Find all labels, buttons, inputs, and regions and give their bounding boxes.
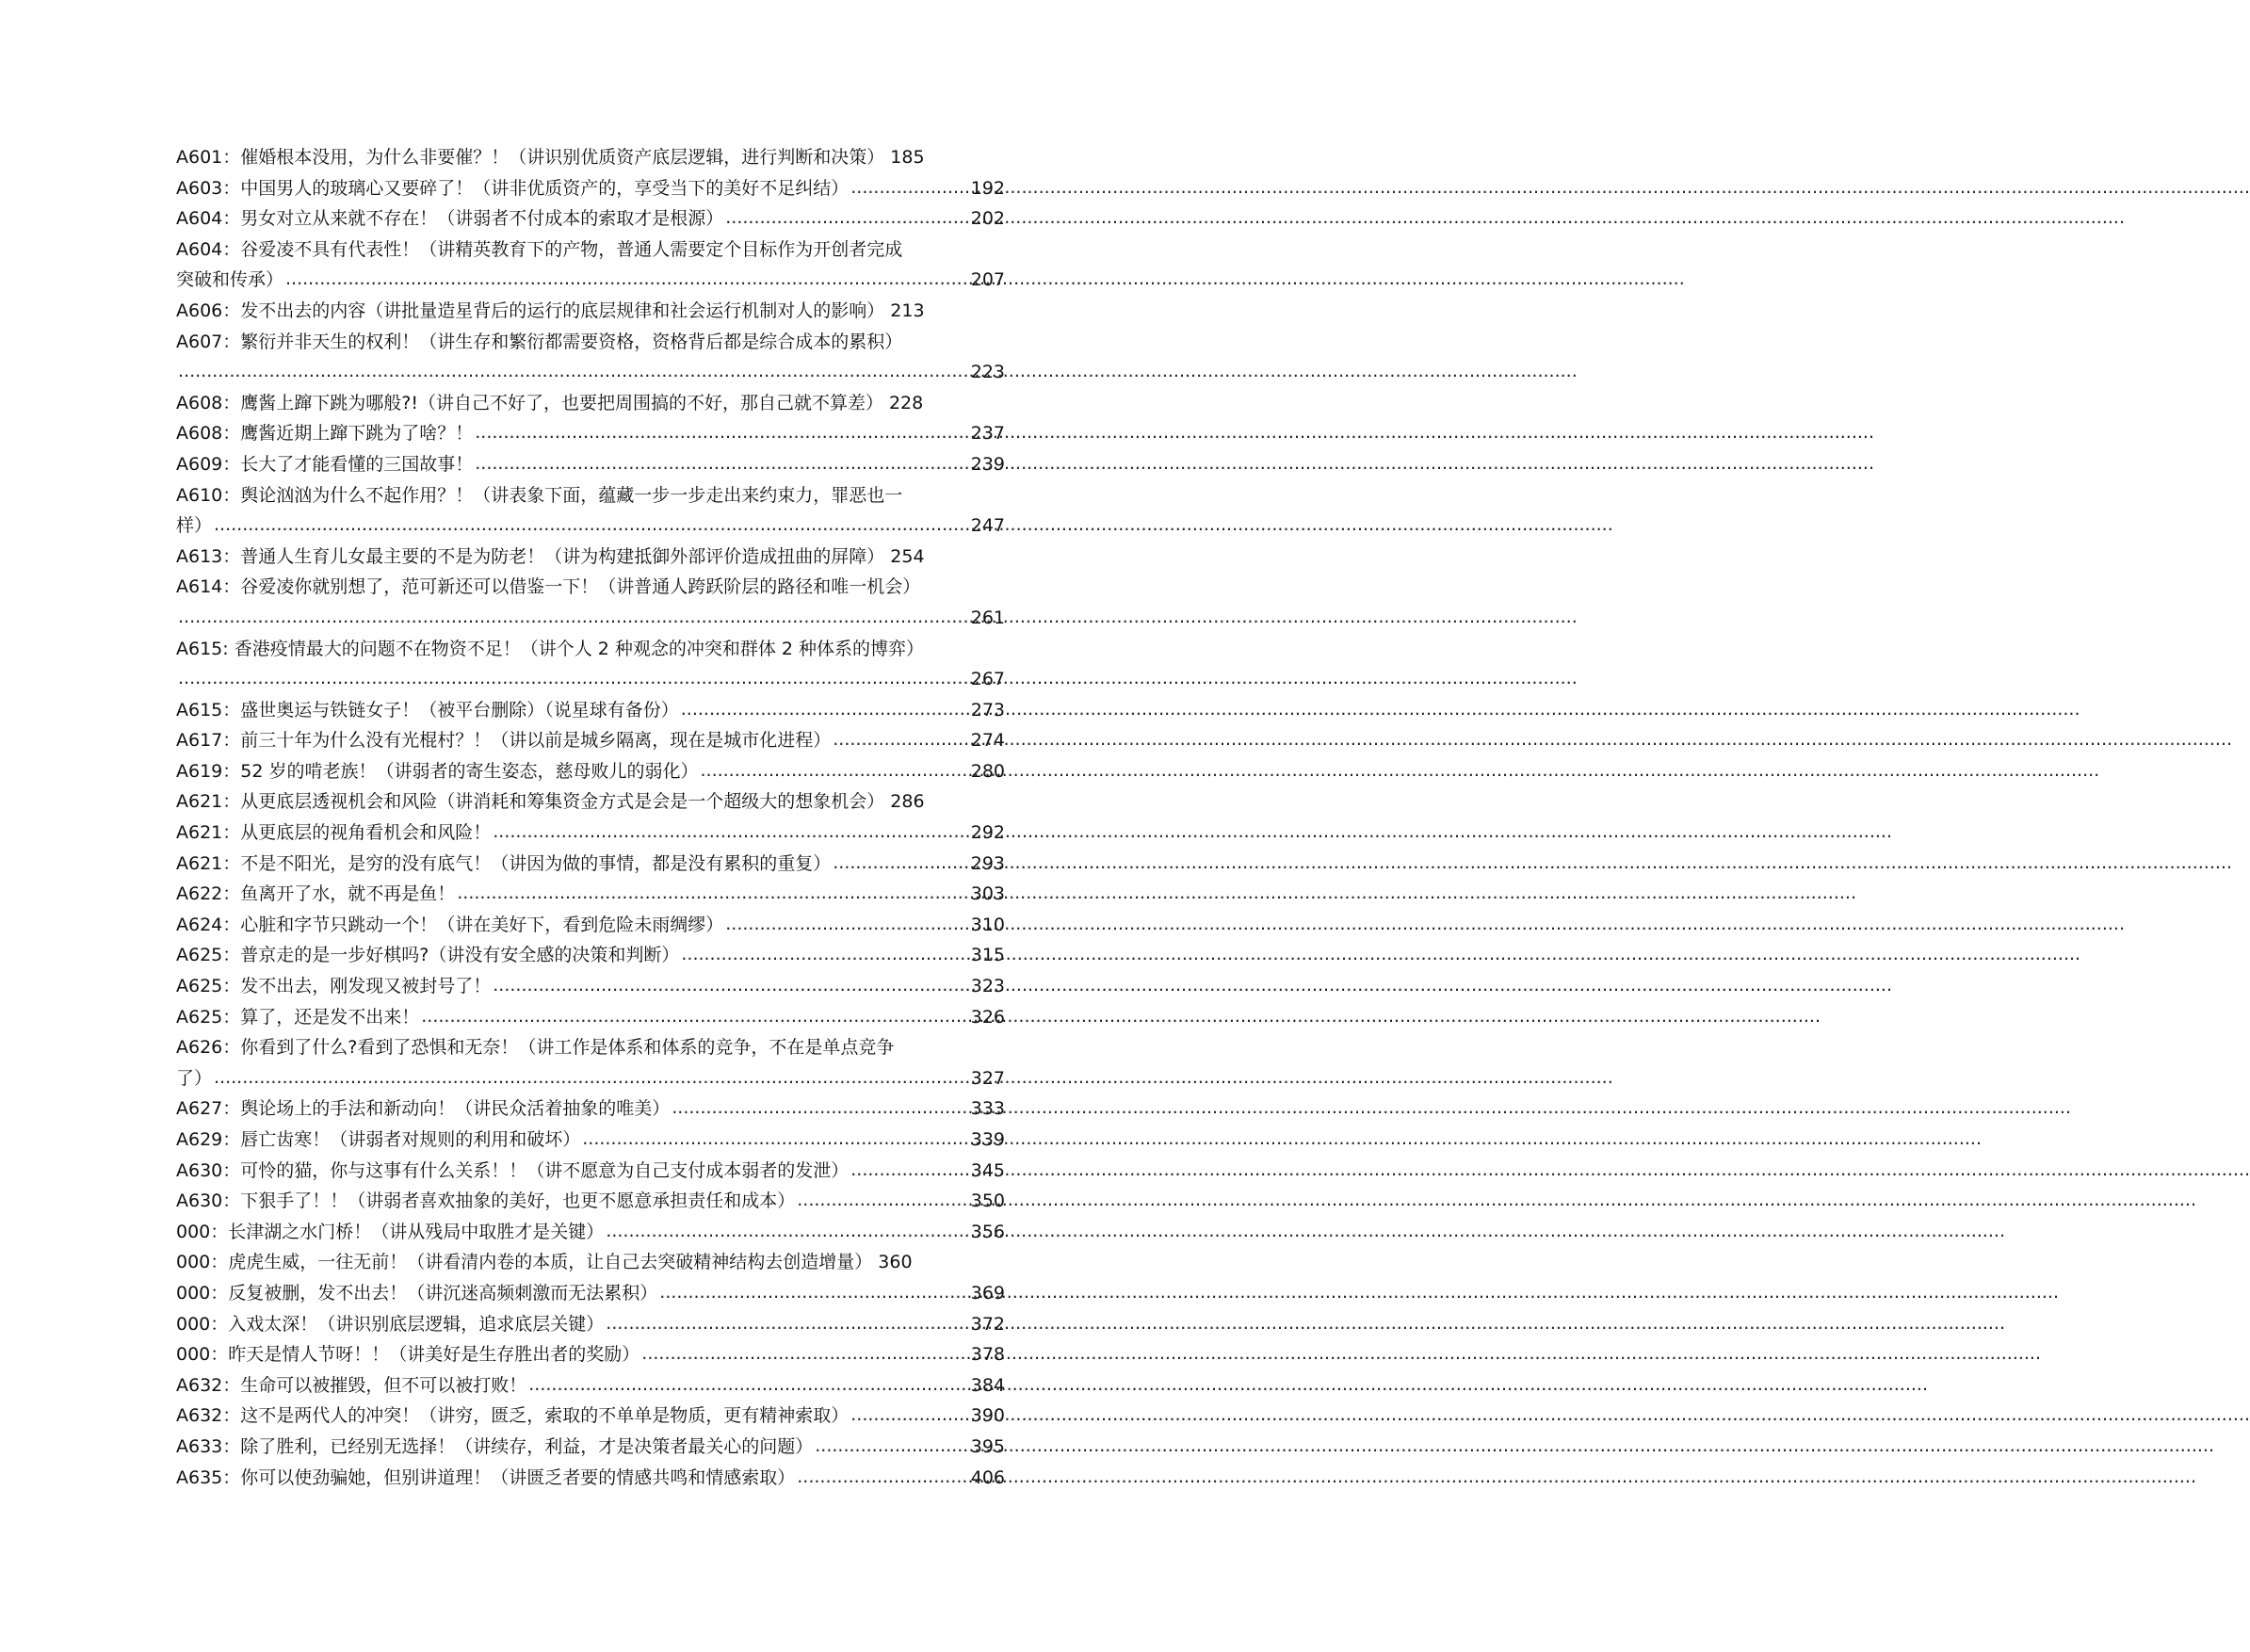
toc-entry-title: A629：唇亡齿寒！（讲弱者对规则的利用和破坏） <box>176 1129 581 1150</box>
toc-entry[interactable] <box>176 449 1005 480</box>
toc-entry-line <box>176 910 1005 941</box>
toc-entry[interactable] <box>176 327 1005 388</box>
toc-entry[interactable] <box>176 203 1005 235</box>
toc-entry-title: A601：催婚根本没用，为什么非要催？！（讲识别优质资产底层逻辑，进行判断和决策） <box>176 147 885 168</box>
toc-entry-title-continued: 了） <box>176 1067 213 1089</box>
toc-entry-line <box>176 173 1005 204</box>
toc-entry-line <box>176 879 1005 910</box>
toc-entry-page-number: 339 <box>970 1129 1005 1150</box>
toc-entry-title: A630：下狠手了！！（讲弱者喜欢抽象的美好，也更不愿意承担责任和成本） <box>176 1190 796 1212</box>
toc-entry[interactable] <box>176 1370 1005 1401</box>
dot-leader <box>833 848 968 879</box>
toc-entry-line <box>176 634 1005 665</box>
toc-entry-line <box>176 940 1005 971</box>
dot-leader <box>681 939 968 970</box>
toc-entry-title: A621：从更底层透视机会和风险（讲消耗和筹集资金方式是会是一个超级大的想象机会） <box>176 791 885 813</box>
toc-entry-line <box>176 1063 1005 1094</box>
toc-entry-page-number: 350 <box>970 1190 1005 1212</box>
toc-entry[interactable] <box>176 786 1005 818</box>
toc-entry-line <box>176 603 1005 634</box>
toc-entry-line <box>176 1463 1005 1494</box>
toc-entry-line <box>176 1032 1005 1063</box>
toc-entry-title: A621：不是不阳光，是穷的没有底气！（讲因为做的事情，都是没有累积的重复） <box>176 852 832 874</box>
toc-entry-page-number: 315 <box>970 945 1005 966</box>
toc-entry-title: A604：男女对立从来就不存在！（讲弱者不付成本的索取才是根源） <box>176 208 724 230</box>
toc-entry-page-number: 360 <box>878 1252 913 1273</box>
dot-leader <box>606 1216 968 1247</box>
toc-entry[interactable] <box>176 1093 1005 1125</box>
toc-entry[interactable] <box>176 910 1005 941</box>
toc-entry-page-number: 280 <box>970 760 1005 782</box>
toc-entry-page-number: 292 <box>970 822 1005 844</box>
toc-entry[interactable] <box>176 756 1005 787</box>
toc-entry-line <box>176 327 1005 358</box>
dot-leader <box>850 1155 968 1186</box>
toc-entry-page-number: 185 <box>890 147 925 168</box>
toc-entry-title: A615：盛世奥运与铁链女子！（被平台删除）（说星球有备份） <box>176 699 679 721</box>
toc-entry-line <box>176 203 1005 235</box>
dot-leader <box>493 970 968 1001</box>
toc-entry-title: A619：52 岁的啃老族！（讲弱者的寄生姿态，慈母败儿的弱化） <box>176 760 699 782</box>
toc-entry[interactable] <box>176 1125 1005 1156</box>
toc-entry-page-number: 345 <box>970 1159 1005 1181</box>
toc-entry-title: A607：繁衍并非天生的权利！（讲生存和繁衍都需要资格，资格背后都是综合成本的累积） <box>176 331 903 352</box>
toc-entry-page-number: 406 <box>970 1466 1005 1488</box>
toc-entry-line <box>176 664 1005 695</box>
toc-entry-line <box>176 1093 1005 1125</box>
toc-entry[interactable] <box>176 1186 1005 1217</box>
dot-leader <box>797 1462 968 1493</box>
toc-entry[interactable] <box>176 1002 1005 1033</box>
toc-entry-line <box>176 572 1005 603</box>
dot-leader <box>700 755 968 786</box>
toc-entry-page-number: 267 <box>970 669 1005 690</box>
toc-entry-page-number: 390 <box>970 1405 1005 1427</box>
toc-entry-line <box>176 1370 1005 1401</box>
dot-leader <box>659 1277 968 1308</box>
toc-entry-line <box>176 1432 1005 1463</box>
toc-entry[interactable] <box>176 1401 1005 1432</box>
dot-leader <box>672 1093 968 1124</box>
toc-entry[interactable] <box>176 695 1005 726</box>
toc-entry-title: 000：长津湖之水门桥！（讲从残局中取胜才是关键） <box>176 1221 605 1242</box>
toc-entry-line <box>176 1339 1005 1370</box>
dot-leader <box>797 1185 968 1216</box>
toc-entry-title: A603：中国男人的玻璃心又要碎了！（讲非优质资产的，享受当下的美好不足纠结） <box>176 177 850 199</box>
toc-entry-line <box>176 357 1005 388</box>
toc-entry-page-number: 202 <box>970 208 1005 230</box>
toc-entry-line <box>176 1002 1005 1033</box>
dot-leader <box>178 602 969 633</box>
toc-entry[interactable] <box>176 879 1005 910</box>
dot-leader <box>421 1001 968 1032</box>
toc-entry[interactable] <box>176 572 1005 633</box>
toc-entry[interactable] <box>176 1247 1005 1278</box>
toc-entry-line <box>176 971 1005 1002</box>
toc-entry-page-number: 378 <box>970 1344 1005 1366</box>
toc-entry-title: A615: 香港疫情最大的问题不在物资不足！（讲个人 2 种观念的冲突和群体 2 种体系的博弈） <box>176 638 925 659</box>
toc-entry-page-number: 247 <box>970 515 1005 537</box>
toc-entry-title: A630：可怜的猫，你与这事有什么关系！！（讲不愿意为自己支付成本弱者的发泄） <box>176 1159 850 1181</box>
toc-entry-title-continued: 样） <box>176 515 213 537</box>
toc-entry-page-number: 228 <box>888 392 924 413</box>
toc-entry-page-number: 327 <box>970 1067 1005 1089</box>
toc-entry[interactable] <box>176 940 1005 971</box>
toc-entry[interactable] <box>176 971 1005 1002</box>
toc-entry-page-number: 273 <box>970 699 1005 721</box>
toc-entry-line <box>176 786 1005 818</box>
toc-entry-page-number: 384 <box>970 1374 1005 1396</box>
toc-entry-line <box>176 1125 1005 1156</box>
dot-leader <box>285 264 969 295</box>
toc-entry-title-continued: 突破和传承） <box>176 269 284 291</box>
dot-leader <box>850 172 968 203</box>
toc-entry[interactable] <box>176 388 1005 419</box>
dot-leader <box>528 1369 968 1401</box>
dot-leader <box>725 202 968 234</box>
toc-entry-line <box>176 542 1005 573</box>
toc-entry-page-number: 326 <box>970 1006 1005 1028</box>
toc-entry-title: A609：长大了才能看懂的三国故事！ <box>176 453 474 475</box>
toc-entry[interactable] <box>176 1278 1005 1309</box>
toc-entry[interactable] <box>176 418 1005 449</box>
dot-leader <box>582 1124 968 1155</box>
toc-entry-title: A625：发不出去，刚发现又被封号了！ <box>176 976 492 997</box>
toc-entry[interactable] <box>176 1309 1005 1340</box>
toc-entry-title: A625：算了，还是发不出来！ <box>176 1006 420 1028</box>
dot-leader <box>725 909 968 940</box>
toc-entry-line <box>176 418 1005 449</box>
toc-entry-title: 000：入戏太深！（讲识别底层逻辑，追求底层关键） <box>176 1313 605 1335</box>
toc-entry-page-number: 372 <box>970 1313 1005 1335</box>
toc-entry-title: A621：从更底层的视角看机会和风险！ <box>176 822 492 844</box>
toc-entry-page-number: 223 <box>970 362 1005 383</box>
toc-entry[interactable] <box>176 1463 1005 1494</box>
toc-entry-page-number: 261 <box>970 607 1005 628</box>
dot-leader <box>214 1062 969 1093</box>
toc-entry-page-number: 333 <box>970 1098 1005 1120</box>
toc-entry-page-number: 192 <box>970 177 1005 199</box>
toc-entry-line <box>176 235 1005 266</box>
toc-entry[interactable] <box>176 235 1005 296</box>
toc-entry-page-number: 310 <box>970 914 1005 935</box>
toc-entry-page-number: 274 <box>970 730 1005 752</box>
toc-entry-line <box>176 725 1005 756</box>
toc-entry-page-number: 207 <box>970 269 1005 291</box>
dot-leader <box>833 724 968 755</box>
toc-entry-title: A632：这不是两代人的冲突！（讲穷，匮乏，索取的不单单是物质，更有精神索取） <box>176 1405 850 1427</box>
toc-entry-line <box>176 1278 1005 1309</box>
toc-entry[interactable] <box>176 142 1005 173</box>
toc-entry[interactable] <box>176 542 1005 573</box>
toc-entry[interactable] <box>176 480 1005 542</box>
toc-entry-line <box>176 1217 1005 1248</box>
toc-entry-line <box>176 296 1005 327</box>
toc-entry-title: 000：虎虎生威，一往无前！（讲看清内卷的本质，让自己去突破精神结构去创造增量） <box>176 1252 873 1273</box>
toc-entry-title: A635：你可以使劲骗她，但别讲道理！（讲匮乏者要的情感共鸣和情感索取） <box>176 1466 796 1488</box>
toc-entry-title: A633：除了胜利，已经别无选择！（讲续存，利益，才是决策者最关心的问题） <box>176 1435 814 1457</box>
toc-entry-page-number: 286 <box>890 791 925 813</box>
dot-leader <box>214 510 969 541</box>
toc-entry-title: 000：昨天是情人节呀！！（讲美好是生存胜出者的奖励） <box>176 1344 640 1366</box>
toc-entry-line <box>176 480 1005 511</box>
table-of-contents <box>176 142 1005 1493</box>
toc-entry-line <box>176 510 1005 542</box>
toc-entry-title: A604：谷爱凌不具有代表性！（讲精英教育下的产物，普通人需要定个目标作为开创者完成 <box>176 238 903 260</box>
toc-entry-page-number: 303 <box>970 883 1005 905</box>
dot-leader <box>815 1431 968 1462</box>
toc-entry[interactable] <box>176 1217 1005 1248</box>
toc-entry-page-number: 239 <box>970 453 1005 475</box>
toc-entry-line <box>176 142 1005 173</box>
dot-leader <box>850 1400 968 1431</box>
toc-entry-title: A614：谷爱凌你就别想了，范可新还可以借鉴一下！（讲普通人跨跃阶层的路径和唯一机会） <box>176 576 921 598</box>
toc-entry[interactable] <box>176 818 1005 849</box>
toc-entry-title: A625：普京走的是一步好棋吗?（讲没有安全感的决策和判断） <box>176 945 680 966</box>
toc-entry-title: A606：发不出去的内容（讲批量造星背后的运行的底层规律和社会运行机制对人的影响） <box>176 300 885 321</box>
toc-entry-title: A608：鹰酱上蹿下跳为哪般?!（讲自己不好了，也要把周围搞的不好，那自己就不算差） <box>176 392 883 413</box>
dot-leader <box>475 417 968 448</box>
toc-entry[interactable] <box>176 634 1005 695</box>
toc-entry-title: A632：生命可以被摧毁，但不可以被打败！ <box>176 1374 527 1396</box>
toc-entry-page-number: 323 <box>970 976 1005 997</box>
toc-entry[interactable] <box>176 1432 1005 1463</box>
toc-entry-line <box>176 1309 1005 1340</box>
toc-entry-title: A610：舆论汹汹为什么不起作用？！（讲表象下面，蕴藏一步一步走出来约束力，罪恶也一 <box>176 484 903 506</box>
toc-entry[interactable] <box>176 296 1005 327</box>
toc-entry-line <box>176 818 1005 849</box>
toc-entry-line <box>176 1247 1005 1278</box>
toc-entry-line <box>176 1156 1005 1187</box>
dot-leader <box>493 817 968 848</box>
toc-entry-page-number: 254 <box>890 545 925 567</box>
toc-entry-line <box>176 449 1005 480</box>
toc-entry-page-number: 369 <box>970 1282 1005 1304</box>
dot-leader <box>178 356 969 387</box>
toc-entry-line <box>176 388 1005 419</box>
toc-entry-page-number: 237 <box>970 423 1005 445</box>
toc-entry[interactable] <box>176 1156 1005 1187</box>
toc-entry-page-number: 213 <box>890 300 925 321</box>
toc-entry-line <box>176 695 1005 726</box>
toc-entry[interactable] <box>176 173 1005 204</box>
toc-entry-line <box>176 1186 1005 1217</box>
toc-entry-line <box>176 756 1005 787</box>
toc-entry[interactable] <box>176 849 1005 880</box>
toc-entry-title: A626：你看到了什么?看到了恐惧和无奈！（讲工作是体系和体系的竞争，不在是单点竞争 <box>176 1037 895 1059</box>
toc-entry[interactable] <box>176 1032 1005 1093</box>
toc-entry-title: 000：反复被删，发不出去！（讲沉迷高频刺激而无法累积） <box>176 1282 658 1304</box>
toc-entry-line <box>176 1401 1005 1432</box>
toc-entry-line <box>176 265 1005 296</box>
toc-entry-title: A608：鹰酱近期上蹿下跳为了啥？！ <box>176 423 474 445</box>
toc-entry-title: A617：前三十年为什么没有光棍村？！（讲以前是城乡隔离，现在是城市化进程） <box>176 730 832 752</box>
toc-entry[interactable] <box>176 1339 1005 1370</box>
toc-entry-line <box>176 849 1005 880</box>
toc-entry[interactable] <box>176 725 1005 756</box>
toc-entry-title: A613：普通人生育儿女最主要的不是为防老！（讲为构建抵御外部评价造成扭曲的屏障） <box>176 545 885 567</box>
dot-leader <box>681 694 969 725</box>
toc-entry-title: A624：心脏和字节只跳动一个！（讲在美好下，看到危险未雨绸缪） <box>176 914 724 935</box>
toc-entry-page-number: 356 <box>970 1221 1005 1242</box>
toc-entry-title: A622：鱼离开了水，就不再是鱼！ <box>176 883 456 905</box>
dot-leader <box>606 1308 968 1339</box>
dot-leader <box>641 1338 968 1369</box>
dot-leader <box>178 663 969 694</box>
dot-leader <box>475 448 968 479</box>
toc-entry-title: A627：舆论场上的手法和新动向！（讲民众活着抽象的唯美） <box>176 1098 671 1120</box>
toc-entry-page-number: 395 <box>970 1435 1005 1457</box>
dot-leader <box>457 878 968 909</box>
toc-entry-page-number: 293 <box>970 852 1005 874</box>
